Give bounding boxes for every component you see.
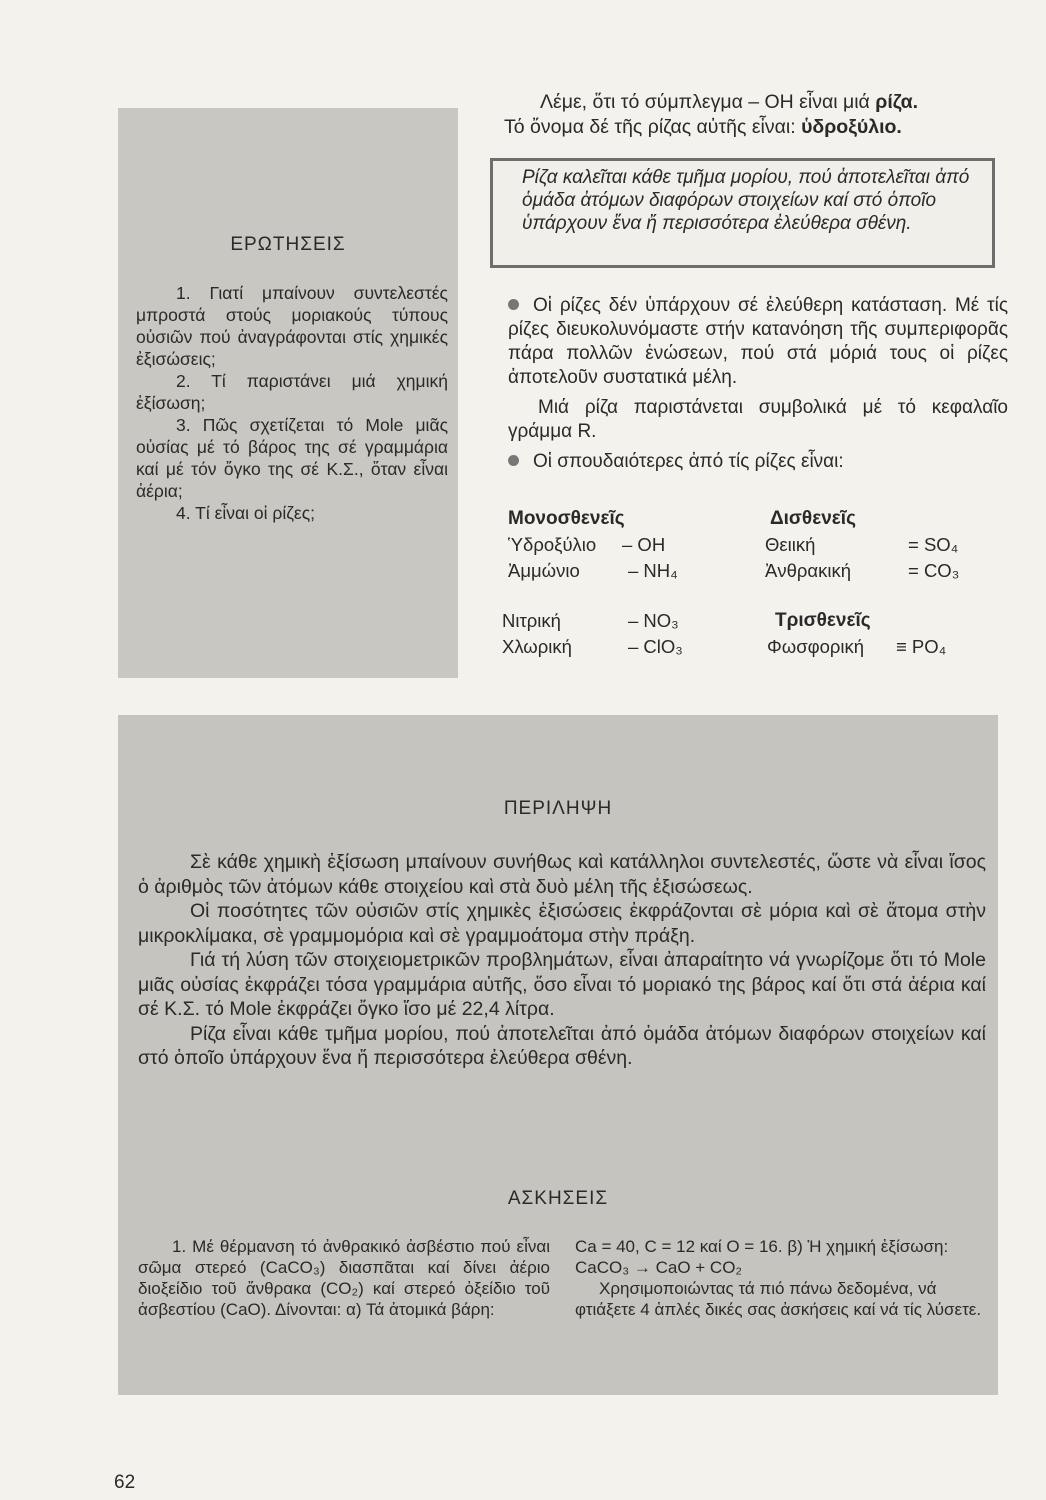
- intro-term-hydroxyl: ὑδροξύλιο.: [801, 116, 902, 138]
- radical-name: Θειική: [765, 534, 816, 555]
- divalent-header: Δισθενεῖς: [770, 508, 856, 529]
- intro-term-riza: ρίζα.: [875, 91, 919, 113]
- summary-paragraph: Οἱ ποσότητες τῶν οὐσιῶν στίς χημικὲς ἐξισώσεις ἐκφράζονται σὲ μόρια καὶ σὲ ἄτομα στὴν μικροκλίμακα, σὲ γραμμομόρια καὶ σὲ γραμμοάτομα στὴν πράξη.: [138, 900, 986, 947]
- radical-formula: = CO₃: [908, 560, 960, 581]
- radical-name: Ἀνθρακική: [765, 560, 851, 581]
- radicals-para-2: Μιά ρίζα παριστάνεται συμβολικά μέ τό κεφαλαῖο γράμμα R.: [508, 397, 1008, 442]
- exercise-data: Ca = 40, C = 12 καί Ο = 16. β) Ἡ χημική ἐξίσωση: CaCO₃ → CaO + CO₂: [575, 1237, 949, 1277]
- question-2: 2. Τί παριστάνει μιά χημική ἐξίσωση;: [136, 371, 448, 413]
- exercise-1-continued: [575, 1236, 985, 1320]
- monovalent-header: Μονοσθενεῖς: [508, 508, 625, 529]
- radical-formula: – ΟΗ: [622, 534, 666, 555]
- radical-intro: [490, 90, 1015, 140]
- radicals-para-3: Οἱ σπουδαιότερες ἀπό τίς ρίζες εἶναι:: [533, 451, 844, 472]
- intro-line-2: Τό ὄνομα δέ τῆς ρίζας αὐτῆς εἶναι:: [504, 116, 802, 138]
- question-4: 4. Τί εἶναι οἱ ρίζες;: [176, 503, 316, 523]
- page-number: 62: [114, 1472, 136, 1493]
- radical-formula: – NH₄: [628, 560, 678, 581]
- question-3: 3. Πῶς σχετίζεται τό Mole μιᾶς οὐσίας μέ τό βάρος της σέ γραμμάρια καί μέ τόν ὄγκο της σέ Κ.Σ., ὅταν εἶναι ἀέρια;: [136, 415, 448, 501]
- questions-list: [136, 282, 448, 524]
- radical-formula: = SO₄: [908, 534, 959, 555]
- question-1: 1. Γιατί μπαίνουν συντελεστές μπροστά στούς μοριακούς τύπους οὐσιῶν πού ἀναγράφονται στίς χημικές ἐξισώσεις;: [136, 283, 448, 369]
- summary-body: [138, 850, 986, 1071]
- trivalent-header: Τρισθενεῖς: [775, 610, 871, 631]
- exercise-1-text: 1. Μέ θέρμανση τό ἀνθρακικό ἀσβέστιο πού εἶναι σῶμα στερεό (CaCO₃) διασπᾶται καί δίνει ἀέριο διοξείδιο τοῦ ἄνθρακα (CO₂) καί στερεό ὀξείδιο τοῦ ἀσβεστίου (CaO). Δίνονται: α) Τά ἀτομικά βάρη:: [138, 1237, 550, 1319]
- radical-formula: ≡ PO₄: [896, 636, 947, 657]
- definition-text: Ρίζα καλεῖται κάθε τμῆμα μορίου, πού ἀποτελεῖται ἀπό ὁμάδα ἀτόμων διαφόρων στοιχείων καί στό ὁποῖο ὑπάρχουν ἕνα ἤ περισσότερα ἐλεύθερα σθένη.: [522, 167, 970, 234]
- questions-title: ΕΡΩΤΗΣΕΙΣ: [230, 234, 346, 255]
- radicals-section: [508, 294, 1008, 474]
- radical-name: Φωσφορική: [767, 636, 865, 657]
- summary-paragraph: Σὲ κάθε χημικὴ ἐξίσωση μπαίνουν συνήθως καὶ κατάλληλοι συντελεστές, ὥστε νὰ εἶναι ἴσος ὁ ἀριθμὸς τῶν ἀτόμων κάθε στοιχείου καὶ στὰ δυὸ μέλη τῆς ἐξισώσεως.: [138, 851, 986, 898]
- bullet-icon: [508, 299, 519, 310]
- radical-formula: – NO₃: [628, 610, 679, 631]
- summary-title: ΠΕΡΙΛΗΨΗ: [503, 798, 613, 819]
- exercises-title: ΑΣΚΗΣΕΙΣ: [507, 1188, 609, 1209]
- radical-name: Ὑδροξύλιο: [508, 534, 597, 555]
- radical-name: Ἀμμώνιο: [508, 560, 580, 581]
- radical-formula: – ClO₃: [628, 636, 683, 657]
- summary-paragraph: Ρίζα εἶναι κάθε τμῆμα μορίου, πού ἀποτελεῖται ἀπό ὁμάδα ἀτόμων διαφόρων στοιχείων καί στό ὁποῖο ὑπάρχουν ἕνα ἤ περισσότερα ἐλεύθερα σθένη.: [138, 1022, 986, 1069]
- radical-name: Χλωρική: [502, 636, 572, 657]
- intro-line-1: Λέμε, ὅτι τό σύμπλεγμα – ΟΗ εἶναι μιά: [540, 91, 876, 113]
- summary-paragraph: Γιά τή λύση τῶν στοιχειομετρικῶν προβλημάτων, εἶναι ἀπαραίτητο νά γνωρίζομε ὅτι τό Mole μιᾶς οὐσίας ἐκφράζει τόσα γραμμάρια αὐτῆς, ὅσο εἶναι τό μοριακό της βάρος καί ὅτι στά ἀέρια καί σέ Κ.Σ. τό Mole ἐκφράζει ὄγκο ἴσο μέ 22,4 λίτρα.: [138, 949, 986, 1020]
- bullet-icon: [508, 455, 519, 466]
- exercise-instruction: Χρησιμοποιώντας τά πιό πάνω δεδομένα, νά φτιάξετε 4 ἁπλές δικές σας ἀσκήσεις καί νά τίς λύσετε.: [575, 1279, 982, 1319]
- radicals-para-1: Οἱ ρίζες δέν ὑπάρχουν σέ ἐλεύθερη κατάσταση. Μέ τίς ρίζες διευκολυνόμαστε στήν κατανόηση τῆς συμπεριφορᾶς πάρα πολλῶν ἑνώσεων, πού στά μόριά τους οἱ ρίζες ἀποτελοῦν συστατικά μέλη.: [508, 295, 1008, 388]
- radical-name: Νιτρική: [502, 610, 561, 631]
